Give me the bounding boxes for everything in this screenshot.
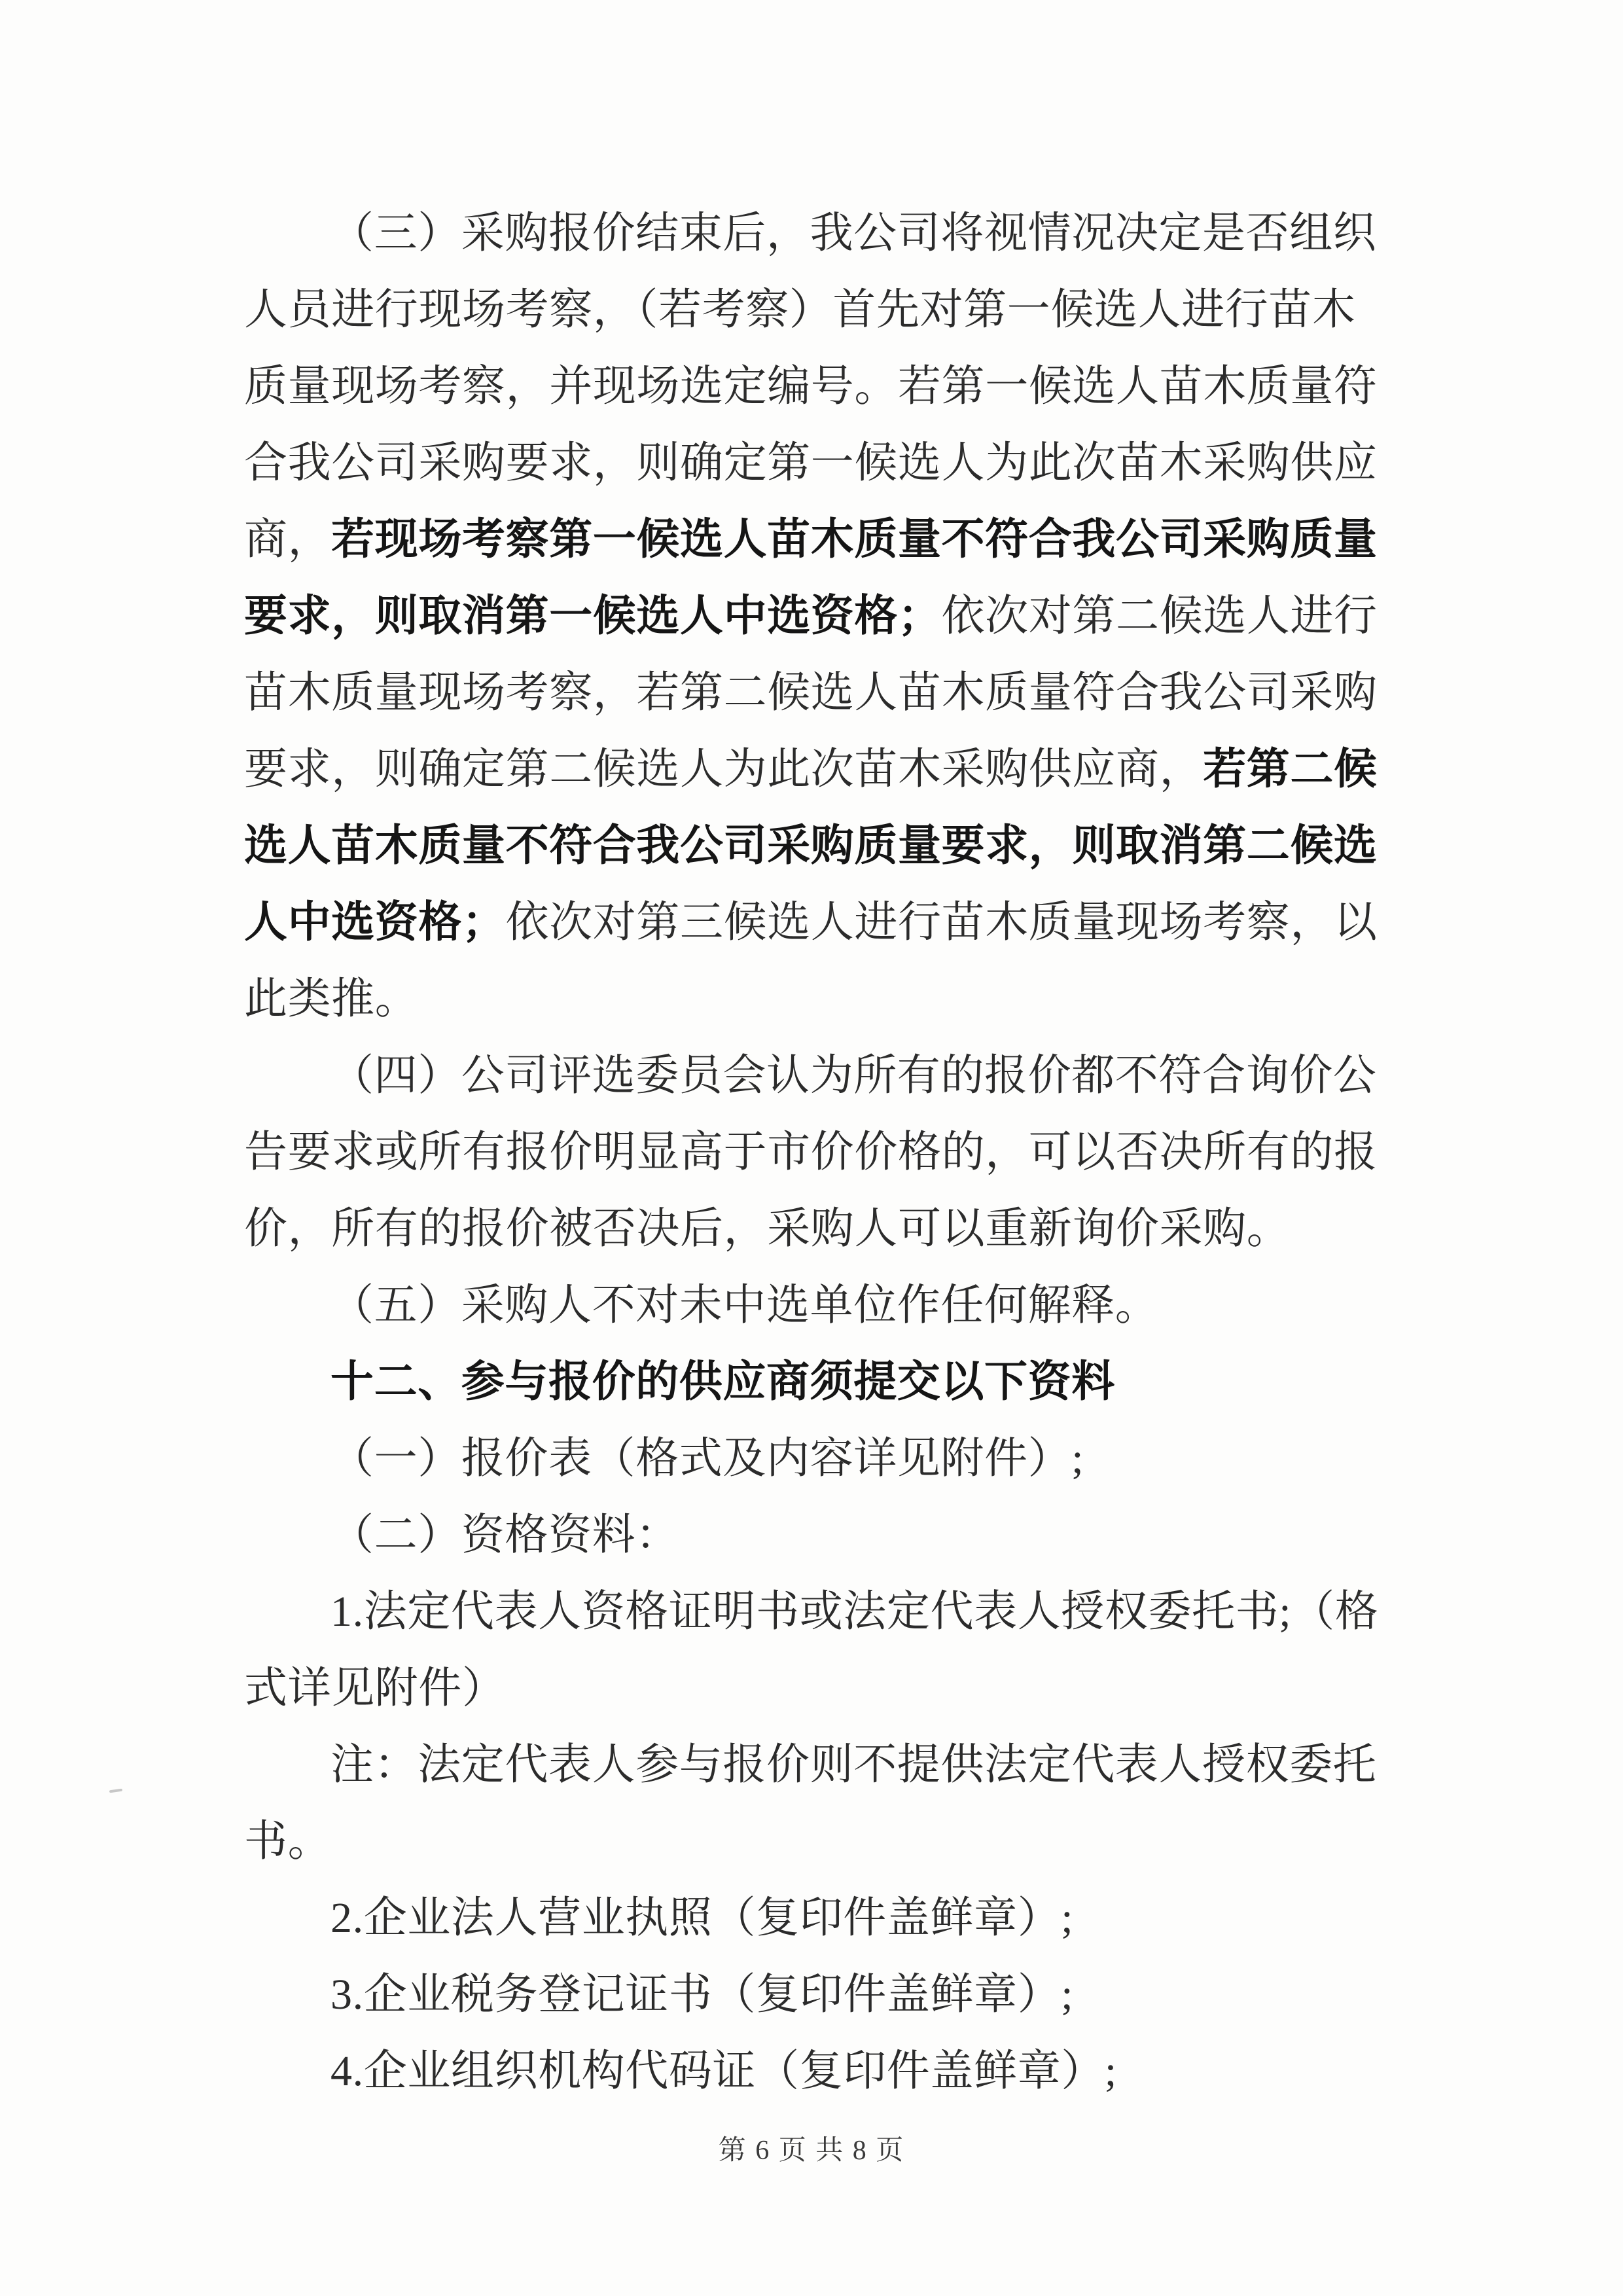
text-run: 合我公司采购要求，则确定第一候选人为此次苗木采购供应 <box>244 439 1378 487</box>
text-line <box>244 884 1383 961</box>
text-line <box>244 1956 1383 2033</box>
text-run: 商， <box>244 516 332 564</box>
text-run: 依次对第三候选人进行苗木质量现场考察，以 <box>505 899 1378 946</box>
text-run: 苗木质量现场考察，若第二候选人苗木质量符合我公司采购 <box>244 669 1378 717</box>
text-run: 书。 <box>244 1818 332 1865</box>
text-line <box>244 1497 1383 1573</box>
text-run: 依次对第二候选人进行 <box>941 592 1378 640</box>
text-run: 价，所有的报价被否决后，采购人可以重新询价采购。 <box>244 1205 1291 1253</box>
text-run: 注：法定代表人参与报价则不提供法定代表人授权委托 <box>330 1741 1377 1789</box>
bold-text-run: 要求，则取消第一候选人中选资格； <box>244 592 942 640</box>
bold-text-run: 若第二候 <box>1203 745 1378 793</box>
text-line <box>244 808 1383 884</box>
text-line <box>244 1114 1383 1191</box>
text-run: （一）报价表（格式及内容详见附件）; <box>330 1435 1084 1482</box>
text-line <box>244 195 1383 272</box>
text-line <box>244 1573 1383 1650</box>
text-run: 质量现场考察，并现场选定编号。若第一候选人苗木质量符 <box>244 363 1378 410</box>
text-line <box>244 961 1383 1037</box>
text-run: （四）公司评选委员会认为所有的报价都不符合询价公 <box>330 1052 1377 1100</box>
text-run: （五）采购人不对未中选单位作任何解释。 <box>330 1282 1159 1329</box>
text-run: 此类推。 <box>244 975 419 1023</box>
text-line <box>244 501 1383 578</box>
bold-text-run: 人中选资格； <box>244 899 506 946</box>
text-line <box>244 348 1383 425</box>
scan-artifact-mark <box>109 1789 122 1793</box>
text-run: 人员进行现场考察，（若考察）首先对第一候选人进行苗木 <box>244 286 1356 334</box>
text-run: 告要求或所有报价明显高于市价价格的，可以否决所有的报 <box>244 1128 1378 1176</box>
document-body <box>244 195 1383 2109</box>
text-line <box>244 1191 1383 1267</box>
bold-text-run: 选人苗木质量不符合我公司采购质量要求，则取消第二候选 <box>244 822 1378 870</box>
text-line <box>244 655 1383 731</box>
text-run: 要求，则确定第二候选人为此次苗木采购供应商， <box>244 745 1204 793</box>
bold-text-run: 若现场考察第一候选人苗木质量不符合我公司采购质量 <box>331 516 1378 564</box>
text-line <box>244 1803 1383 1880</box>
bold-text-run: 十二、参与报价的供应商须提交以下资料 <box>330 1358 1115 1406</box>
text-line <box>244 272 1383 348</box>
text-line <box>244 1727 1383 1803</box>
text-run: （二）资格资料： <box>330 1511 679 1559</box>
text-line <box>244 731 1383 808</box>
text-run: 4.企业组织机构代码证（复印件盖鲜章）; <box>330 2047 1117 2095</box>
text-line <box>244 1650 1383 1727</box>
text-line <box>244 1344 1383 1420</box>
text-run: 3.企业税务登记证书（复印件盖鲜章）; <box>330 1971 1074 2018</box>
text-line <box>244 1267 1383 1344</box>
text-line <box>244 2033 1383 2109</box>
text-run: （三）采购报价结束后，我公司将视情况决定是否组织 <box>330 209 1377 257</box>
text-run: 1.法定代表人资格证明书或法定代表人授权委托书;（格 <box>330 1588 1379 1636</box>
text-line <box>244 1880 1383 1956</box>
text-line <box>244 1420 1383 1497</box>
text-run: 式详见附件） <box>244 1664 506 1712</box>
text-run: 2.企业法人营业执照（复印件盖鲜章）; <box>330 1894 1074 1942</box>
page-number-footer: 第 6 页 共 8 页 <box>718 2136 905 2166</box>
text-line <box>244 1037 1383 1114</box>
text-line <box>244 425 1383 501</box>
text-line <box>244 578 1383 655</box>
